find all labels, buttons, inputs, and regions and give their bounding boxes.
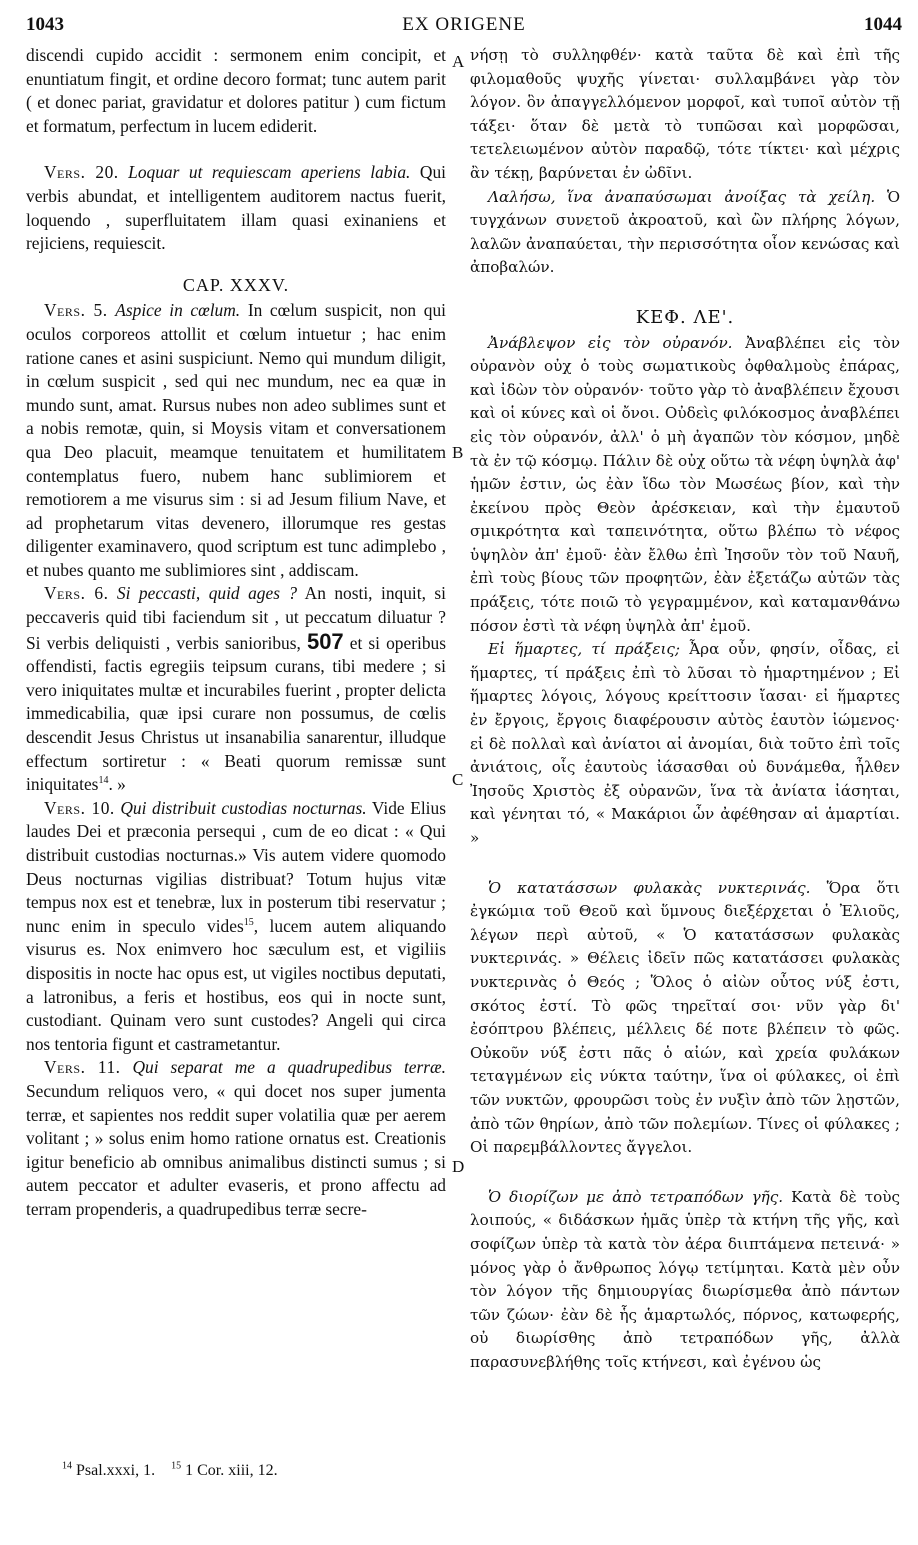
verse-label: Vers. 6. bbox=[44, 583, 109, 604]
verse-text: Ὁ τυγχάνων συνετοῦ ἀκροατοῦ, καὶ ὢν πλήρης λόγων, λαλῶν ἀναπαύεται, τὴν περισσότητα οἷον κενώσας καὶ ἀποβαλών. bbox=[470, 187, 900, 277]
verse-end: . » bbox=[108, 774, 126, 795]
latin-verse-10 bbox=[26, 797, 446, 1057]
verse-quote: Εἰ ἥμαρτες, τί πράξεις; bbox=[488, 640, 681, 659]
margin-letter-b: B bbox=[452, 443, 464, 462]
latin-verse-6 bbox=[26, 582, 446, 796]
verse-label: Vers. 20. bbox=[44, 162, 119, 183]
verse-text: In cœlum suspicit, non qui oculos corporeos attollit et cœlum intuetur ; hac enim ratione canes et asini suspiciunt. Nemo qui mundum diligit, in cœlum suspicit , sed qui nec mundum, nec ea quæ in mundo sunt, amat. Rursus nubes non adeo sublimes sunt et a nobis remotæ, quin, si Moysis vitam et conversationem qua Deo placuit, meamque tenuitatem et humilitatem contemplatus fuero, nubem hanc sublimiorem et remotiorem a me visurus sim : si ad Jesum filium Nave, et ad prophetarum vitas devenero, illorumque res gestas diligenter examinavero, quod scriptum est tunc adimplebo , et nubes quanto me sublimiores sint , addiscam. bbox=[26, 300, 446, 580]
greek-verse-10 bbox=[470, 877, 900, 1160]
footnote-number-14: 14 bbox=[62, 1460, 72, 1472]
page-number-left: 1043 bbox=[26, 14, 64, 35]
verse-label: Vers. 5. bbox=[44, 300, 108, 321]
latin-chapter-heading: CAP. XXXV. bbox=[182, 274, 290, 295]
verse-text: Ἀναβλέπει εἰς τὸν οὐρανὸν οὐχ ὁ τοὺς σωματικοὺς ὀφθαλμοὺς ἐπάρας, καὶ ἰδὼν τὸν οὐρανόν· τοῦτο γὰρ τὸ ἀναβλέπειν ἔχουσι καὶ οἱ κύνες καὶ οἱ ὄνοι. Οὐδεὶς φιλόκοσμος ἀναβλέπει εἰς τὸν οὐρανόν, ἀλλ' ὁ μὴ ἀγαπῶν τὸν κόσμον, μηδὲ τὰ ἐν τῷ κόσμῳ. Πάλιν δὲ οὐχ οὕτω τὰ νέφη ὑψηλὰ ἀφ' ἡμῶν ἐστιν, ὡς ἐὰν ἴδω τὸν Μωσέως βίον, καὶ τὴν ἐκείνου πρὸς Θεὸν ἀρέσκειαν, καὶ τὴν ἐμαυτοῦ σμικρότητα καὶ ταπεινότητα, οὕτω βλέπω τὸ νέφος ὑψηλὸν ἀπ' ἐμοῦ· ἐὰν ἔλθω ἐπὶ Ἰησοῦν τὸν τοῦ Ναυῆ, ἐπὶ τοὺς βίους τῶν προφητῶν, ἐὰν ἐξετάζω αὐτῶν τὰς πράξεις, τότε ποιῶ τὸ γεγραμμένον, καὶ καταμανθάνω πόσον ἐστὶ τὰ νέφη ὑψηλὰ ἀπ' ἐμοῦ. bbox=[470, 333, 900, 635]
latin-verse-5 bbox=[26, 299, 446, 582]
page-number-right: 1044 bbox=[864, 14, 902, 35]
footnote-ref-15[interactable]: 15 bbox=[243, 916, 254, 928]
verse-label: Vers. 11. bbox=[44, 1057, 121, 1078]
greek-verse-5 bbox=[470, 332, 900, 639]
margin-letter-c: C bbox=[452, 770, 464, 789]
verse-quote: Ἀνάβλεψον εἰς τὸν οὐρανόν. bbox=[488, 333, 733, 352]
verse-text-cont: , lucem autem aliquando visurus es. Nox enimvero hoc sæculum est, et vigiliis dispositis in nocte hac opus est, ut vigiles noctibus deputati, a latronibus, a feris et hostibus, eos qui in nocte sunt, custodiant. Quinam vero sunt custodes? Angeli qui circa nos tentoria figunt et castrametantur. bbox=[26, 915, 447, 1054]
greek-paragraph-intro: νήσῃ τὸ συλληφθέν· κατὰ ταῦτα δὲ καὶ ἐπὶ τῆς φιλομαθοῦς ψυχῆς γίνεται· συλλαμβάνει γὰρ τὸν λόγον. ὃν ἀπαγγελλόμενον μορφοῖ, καὶ τυποῖ αὐτὸν τῇ τάξει· ὅταν δὲ μετὰ τὸ τυπῶσαι καὶ μορφῶσαι, τετελειωμένον αὐτὸν παραδῷ, τότε τίκτει· καὶ μέχρις ἂν τέκῃ, βαρύνεται ἐν ὠδῖνι. bbox=[470, 46, 900, 182]
verse-text: Ὅρα ὅτι ἐγκώμια τοῦ Θεοῦ καὶ ὕμνους διεξέρχεται ὁ Ἐλιοῦς, λέγων περὶ αὐτοῦ, « Ὁ κατατάσσων φυλακὰς νυκτερινάς. » Θέλεις ἰδεῖν πῶς κατατάσσει φυλακὰς νυκτερινὰς ὁ Θεός ; Ὅλος ὁ αἰὼν οὗτος νύξ ἐστι, σκότος ἐστί. Τὸ φῶς τηρεῖταί σοι· νῦν γὰρ δι' ἐσόπτρου βλέπεις, μέλλεις δέ ποτε βλέπειν τὸ φῶς. Οὐκοῦν νύξ ἐστι πᾶς ὁ αἰών, καὶ χρεία φυλάκων τεταγμένων εἰς νύκτα ταύτην, ἵνα οἱ φύλακες, οἱ ἐπὶ τῶν νυκτῶν, φρουρῶσι τοὺς ἐν νυξὶν ἀπὸ τῶν λῃστῶν, ἀπὸ τῶν θηρίων, ἀπὸ τῶν πολεμίων. Τίνες οἱ φύλακες ; Οἱ παρεμβάλλοντες ἄγγελοι. bbox=[470, 878, 901, 1157]
verse-quote: Aspice in cœlum. bbox=[115, 300, 241, 321]
verse-quote: Si peccasti, quid ages ? bbox=[116, 583, 298, 604]
footnotes bbox=[62, 1462, 278, 1480]
verse-quote: Qui separat me a quadrupedibus terræ. bbox=[132, 1057, 446, 1078]
column-number: 507 bbox=[306, 628, 344, 654]
verse-text: An nosti, inquit, si peccaveris quid tibi faciendum sit , ut peccatum diluatur ? Si verbis deliquisti , verbis sanioribus, bbox=[26, 583, 446, 653]
margin-letter-d: D bbox=[452, 1157, 465, 1176]
latin-verse-11 bbox=[26, 1056, 446, 1221]
verse-text: Vide Elius laudes Dei et præconia persequi , cum de eo dicat : « Qui distribuit custodias nocturnas.» Vis autem videre quomodo Deus nocturnas vigilias distribuat? Totum hujus vitæ tempus nox est et tenebræ, lux in posterum tibi reservatur ; nunc enim in speculo vides bbox=[26, 797, 446, 936]
verse-quote: Qui distribuit custodias nocturnas. bbox=[120, 797, 367, 818]
margin-letter-a: A bbox=[452, 52, 465, 71]
verse-text: Qui verbis abundat, et intelligentem auditorem nactus fuerit, loquendo , superfluitatem illam quasi exinaniens et rejiciens, requiescit. bbox=[26, 162, 446, 254]
verse-text: Secundum reliquos vero, « qui docet nos super jumenta terræ, et sapientes nos reddit super volatilia quæ per aerem volitant ; » solus enim homo ratione ornatus est. Creationis igitur beneficio ab omnibus animalibus distincti sumus ; si autem peccator et adulter evaseris, et prono affectu ad terram propenderis, a quadrupedibus terræ secre- bbox=[26, 1080, 446, 1219]
verse-text-cont: et si operibus offendisti, factis egregiis teipsum curans, tibi medere ; si vero iniquitates multæ et incurabiles fuerint , propter delicta immedicabilia, quæ ipsi curare non possumus, de cœlis descendit Jesus Christus ut insanabilia sanarentur, illudque effectum sortiretur : « Beati quorum remissæ sunt iniquitates bbox=[26, 632, 446, 795]
greek-verse-11 bbox=[470, 1186, 900, 1375]
running-title: EX ORIGENE bbox=[402, 14, 526, 35]
page-header bbox=[26, 14, 902, 38]
verse-quote: Λαλήσω, ἵνα ἀναπαύσωμαι ἀνοίξας τὰ χείλη. bbox=[488, 187, 876, 206]
verse-quote: Ὁ κατατάσσων φυλακὰς νυκτερινάς. bbox=[488, 878, 811, 897]
verse-quote: Ὁ διορίζων με ἀπὸ τετραπόδων γῆς. bbox=[488, 1187, 784, 1206]
greek-verse-6 bbox=[470, 638, 900, 850]
verse-text: Ἆρα οὖν, φησίν, οἶδας, εἰ ἥμαρτες, τί πράξεις ἐπὶ τὸ λῦσαι τὸ ἡμαρτημένον ; Εἰ ἥμαρτες λόγοις, λόγους κρείττοσιν ἴασαι· εἰ ἥμαρτες ἐν ἔργοις, ἔργοις διαφέρουσιν αὐτὸς ἑαυτὸν ἰώμενος· εἰ δὲ πολλαὶ καὶ ἀνίατοι αἱ ἀνομίαι, διὰ τοῦτο ἐπὶ τοῖς ἀνιάτοις, οἷς ἑαυτοὺς ἰάσασθαι οὐ δυνάμεθα, ἦλθεν Ἰησοῦς Χριστὸς ἐξ οὐρανῶν, ἵνα τὰ ἀνίατα ἰάσηται, καὶ γένηται τό, « Μακάριοι ὧν ἀφέθησαν αἱ ἁμαρτίαι. » bbox=[470, 640, 901, 847]
verse-quote: Loquar ut requiescam aperiens labia. bbox=[128, 162, 411, 183]
footnote-ref-14[interactable]: 14 bbox=[98, 775, 109, 787]
greek-verse-20 bbox=[470, 186, 900, 280]
footnote-text-14: Psal.xxxi, 1. bbox=[76, 1462, 156, 1479]
verse-text: Κατὰ δὲ τοὺς λοιπούς, « διδάσκων ἡμᾶς ὑπὲρ τὰ κτήνη τῆς γῆς, καὶ σοφίζων ὑπὲρ τὰ κατὰ τὸν ἀέρα διιπτάμενα πετεινά· » μόνος γὰρ ὁ ἄνθρωπος λόγῳ τετίμηται. Κατὰ μὲν οὖν τὸν λόγον τῆς δημιουργίας διωρίσμεθα ἀπὸ πάντων τῶν ζώων· ἐὰν δὲ ἧς ἁμαρτωλός, πόρνος, κατωφερής, οὐ διωρίσθης ἀπὸ τετραπόδων γῆς, ἀλλὰ παρασυνεβλήθης τοῖς κτήνεσι, καὶ ἐγένου ὡς bbox=[470, 1187, 900, 1371]
latin-column bbox=[26, 44, 446, 1222]
footnote-number-15: 15 bbox=[171, 1460, 182, 1472]
greek-column bbox=[470, 44, 900, 1374]
greek-chapter-heading: ΚΕΦ. ΛΕ'. bbox=[635, 306, 735, 328]
verse-label: Vers. 10. bbox=[44, 797, 115, 818]
latin-verse-20 bbox=[26, 161, 446, 255]
latin-paragraph-intro: discendi cupido accidit : sermonem enim concipit, et enuntiatum fingit, et ordine decoro format; tunc autem parit ( et donec pariat, gravidatur et dolores patitur ) cum fictum et formatum, perfectum in lucem ediderit. bbox=[26, 45, 446, 136]
footnote-text-15: 1 Cor. xiii, 12. bbox=[185, 1462, 278, 1479]
